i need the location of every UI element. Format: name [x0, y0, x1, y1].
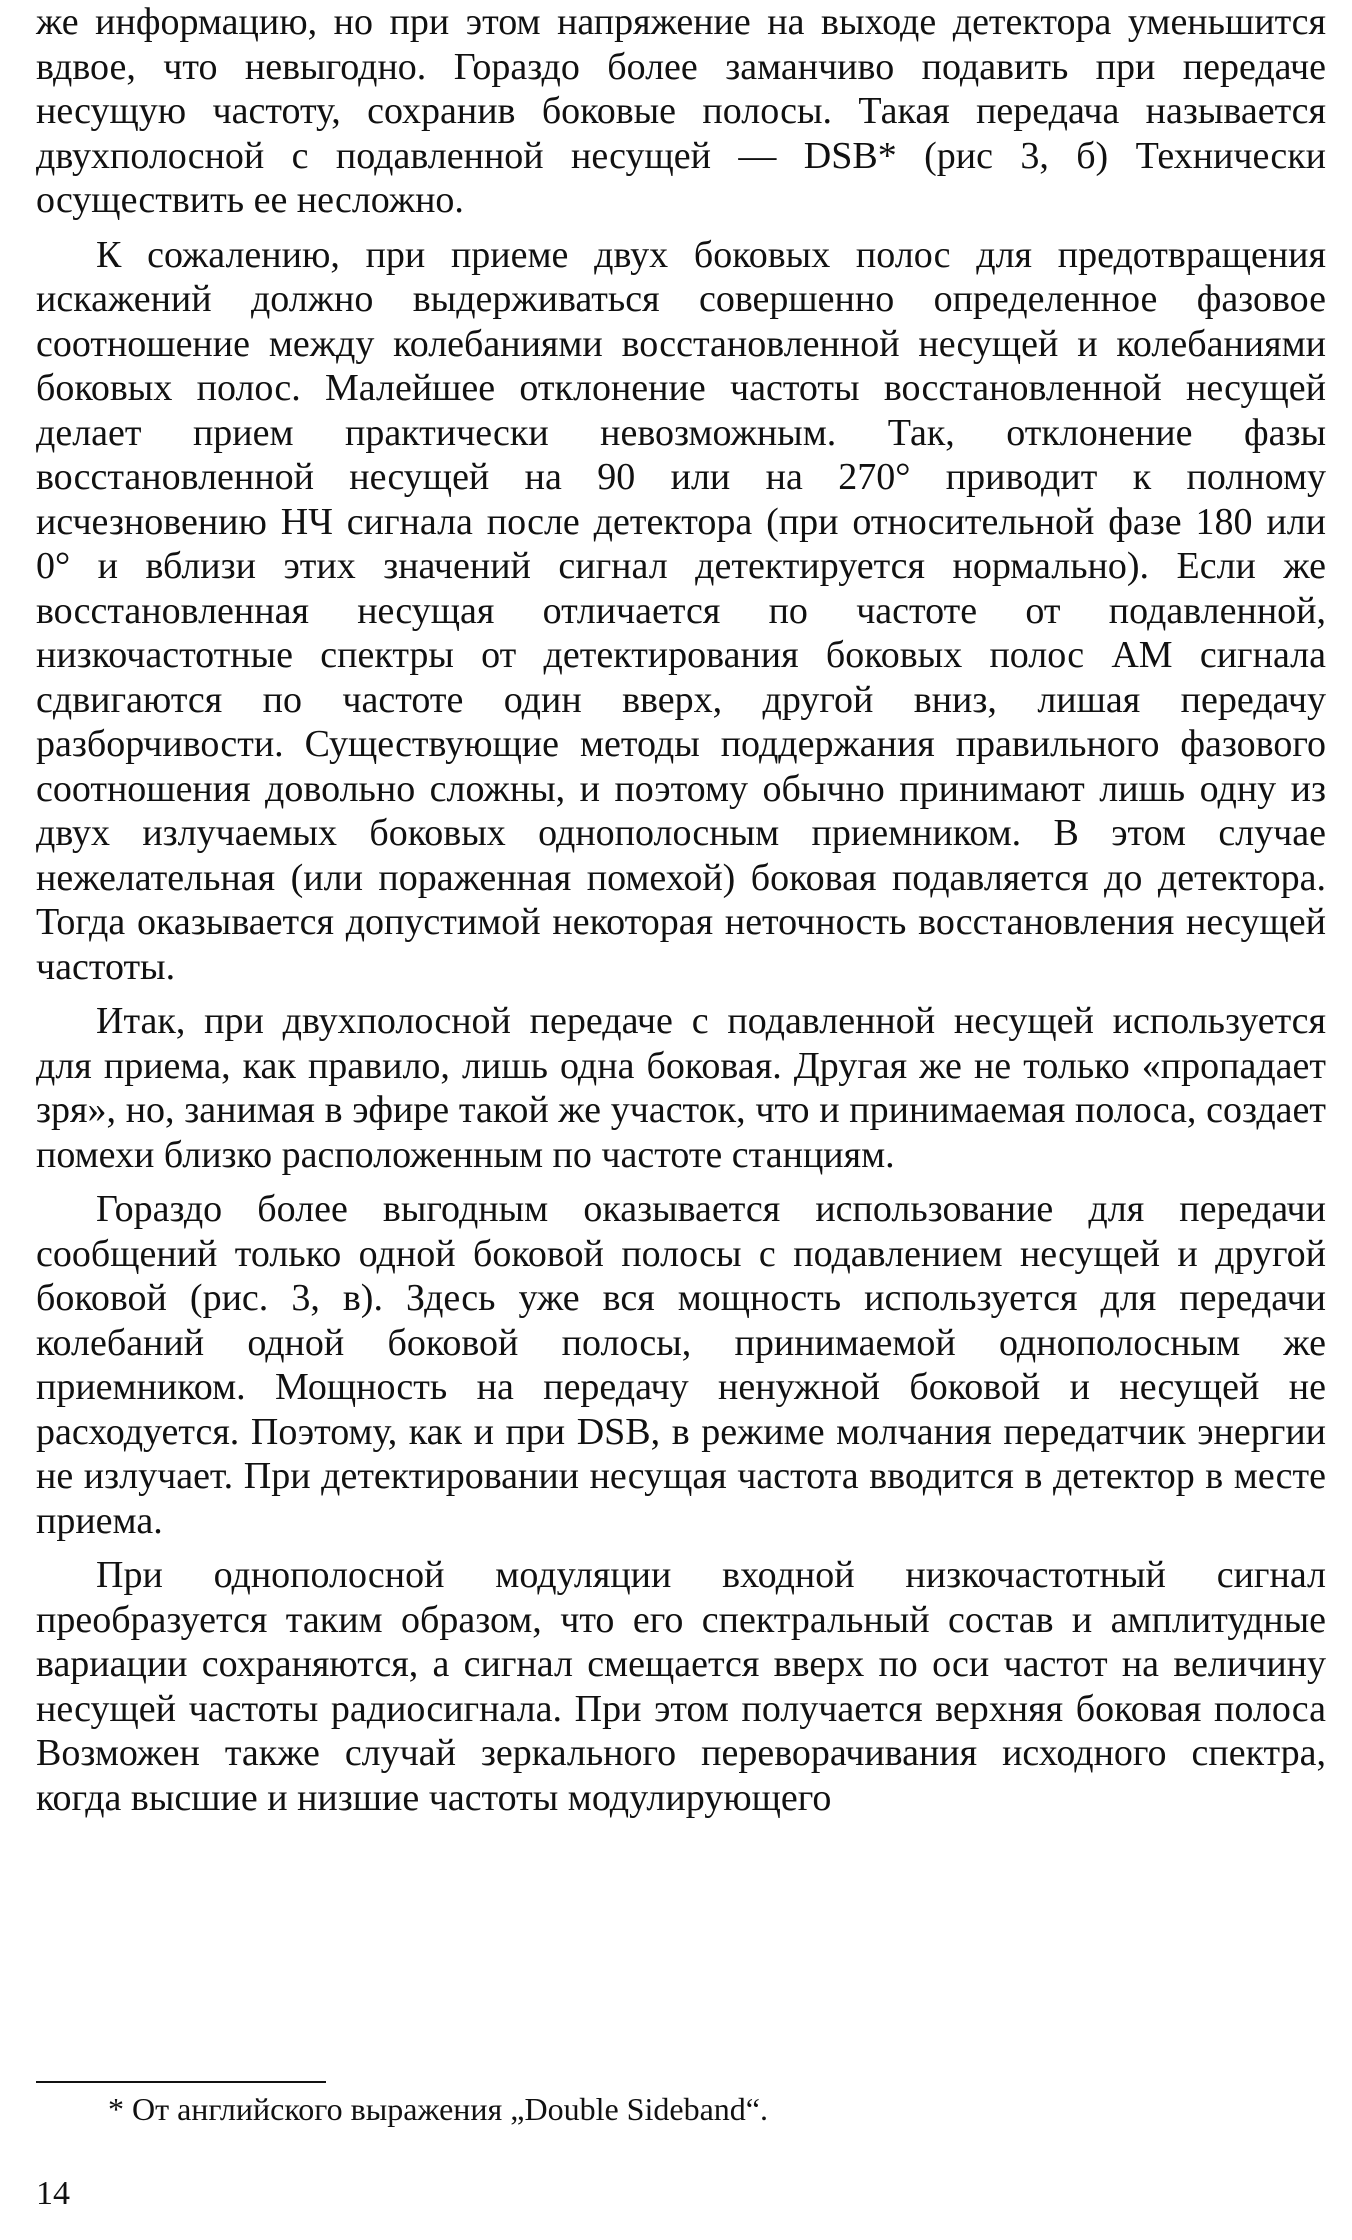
paragraph-phase-relation: К сожалению, при приеме двух боковых полос для предотвращения искажений должно выдерживаться совершенно определенное фазовое соотношение между колебаниями восстановленной несущей и колебаниями боковых полос. Малейшее отклонение частоты восстановленной несущей делает прием практически невозможным. Так, отклонение фазы восстановленной несущей на 90 или на 270° приводит к полному исчезновению НЧ сигнала после детектора (при относительной фазе 180 или 0° и вблизи этих значений сигнал детектируется нормально). Если же восстановленная несущая отличается по частоте от подавленной, низкочастотные спектры от детектирования боковых полос АМ сигнала сдвигаются по частоте один вверх, другой вниз, лишая передачу разборчивости. Существующие методы поддержания правильного фазового соотношения довольно сложны, и поэтому обычно принимают лишь одну из двух излучаемых боковых однополосным приемником. В этом случае нежелательная (или пораженная помехой) боковая подавляется до детектора. Тогда оказывается допустимой некоторая неточность восстановления несущей частоты.: [36, 233, 1326, 988]
paragraph-dsb-summary: Итак, при двухполосной передаче с подавленной несущей используется для приема, как правило, лишь одна боковая. Другая же не только «пропадает зря», но, занимая в эфире такой же участок, что и принимаемая полоса, создает помехи близко расположенным по частоте станциям.: [36, 1000, 1326, 1176]
footnote-divider: [36, 2081, 326, 2083]
paragraph-ssb-modulation: При однополосной модуляции входной низкочастотный сигнал преобразуется таким образом, что его спектральный состав и амплитудные вариации сохраняются, а сигнал смещается вверх по оси частот на величину несущей частоты радиосигнала. При этом получается верхняя боковая полоса Возможен также случай зеркального переворачивания исходного спектра, когда высшие и низшие частоты модулирующего: [36, 1554, 1326, 1819]
paragraph-continuation: же информацию, но при этом напряжение на выходе детектора уменьшится вдвое, что невыгодно. Гораздо более заманчиво подавить при передаче несущую частоту, сохранив боковые полосы. Такая передача называется двухполосной с подавленной несущей — DSB* (рис 3, б) Технически осуществить ее несложно.: [36, 1, 1326, 221]
paragraph-ssb-advantage: Гораздо более выгодным оказывается использование для передачи сообщений только одной боковой полосы с подавлением несущей и другой боковой (рис. 3, в). Здесь уже вся мощность используется для передачи колебаний одной боковой полосы, принимаемой однополосным же приемником. Мощность на передачу ненужной боковой и несущей не расходуется. Поэтому, как и при DSB, в режиме молчания передатчик энергии не излучает. При детектировании несущая частота вводится в детектор в месте приема.: [36, 1188, 1326, 1542]
page-number: 14: [36, 2175, 70, 2212]
footnote: * От английского выражения „Double Sideband“.: [108, 2091, 768, 2127]
document-page: [36, 0, 1326, 2240]
body-text: [36, 0, 1326, 1820]
